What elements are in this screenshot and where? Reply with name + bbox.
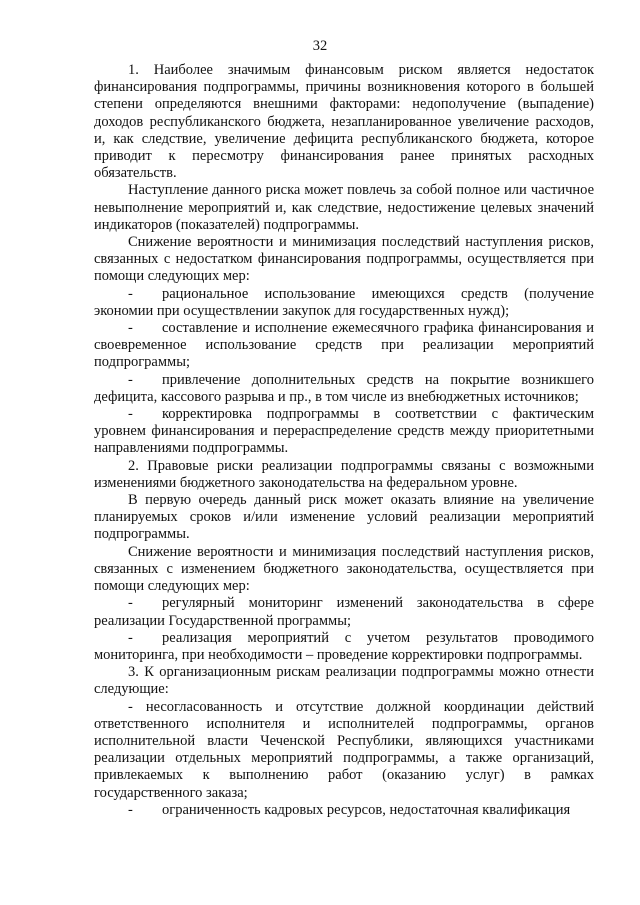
list-item-text: рациональное использование имеющихся средств (получение экономии при осуществлении закупок для государственных нужд); <box>94 285 594 319</box>
list-item-text: ограниченность кадровых ресурсов, недостаточная квалификация <box>162 801 571 818</box>
paragraph: 1. Наиболее значимым финансовым риском является недостаток финансирования подпрограммы, причины возникновения которого в большей степени определяются внешними факторами: недополучение (выпадение) доходов республиканского бюджета, незапланированное увеличение расходов, и, как следствие, увеличение дефицита республиканского бюджета, которое приводит к пересмотру финансирования ранее принятых расходных обязательств. <box>94 62 594 182</box>
paragraph: Снижение вероятности и минимизация последствий наступления рисков, связанных с изменением бюджетного законодательства, осуществляется при помощи следующих мер: <box>94 543 594 595</box>
list-dash: - <box>128 320 133 337</box>
list-dash: - <box>128 595 133 612</box>
paragraph: - несогласованность и отсутствие должной координации действий ответственного исполнителя и исполнителей подпрограммы, органов исполнительной власти Чеченской Республики, являющихся участниками реализации отдельных мероприятий подпрограммы, а также организаций, привлекаемых к выполнению работ (оказанию услуг) в рамках государственного заказа; <box>94 698 594 801</box>
list-item-text: корректировка подпрограммы в соответствии с фактическим уровнем финансирования и перераспределение средств между приоритетными направлениями подпрограммы. <box>94 406 594 457</box>
list-item-text: реализация мероприятий с учетом результатов проводимого мониторинга, при необходимости – проведение корректировки подпрограммы. <box>94 629 594 663</box>
list-item-text: регулярный мониторинг изменений законодательства в сфере реализации Государственной программы; <box>94 595 594 629</box>
list-dash: - <box>128 371 133 388</box>
list-dash: - <box>128 285 133 302</box>
paragraph: В первую очередь данный риск может оказать влияние на увеличение планируемых сроков и/или изменение условий реализации мероприятий подпрограммы. <box>94 492 594 543</box>
paragraph: 2. Правовые риски реализации подпрограммы связаны с возможными изменениями бюджетного законодательства на федеральном уровне. <box>94 457 594 491</box>
page-number: 32 <box>312 38 328 54</box>
list-item <box>94 406 594 458</box>
list-dash: - <box>128 629 133 646</box>
paragraph: 3. К организационным рискам реализации подпрограммы можно отнести следующие: <box>94 664 594 698</box>
list-dash: - <box>128 801 133 818</box>
list-item <box>94 802 594 819</box>
list-item <box>94 286 594 320</box>
list-item <box>94 320 594 372</box>
list-item-text: составление и исполнение ежемесячного графика финансирования и своевременное использование средств при реализации мероприятий подпрограммы; <box>94 320 594 371</box>
list-item <box>94 630 594 664</box>
list-item-text: привлечение дополнительных средств на покрытие возникшего дефицита, кассового разрыва и пр., в том числе из внебюджетных источников; <box>94 371 594 405</box>
paragraph: Наступление данного риска может повлечь за собой полное или частичное невыполнение мероприятий и, как следствие, недостижение целевых значений индикаторов (показателей) подпрограммы. <box>94 182 594 233</box>
list-item <box>94 595 594 629</box>
list-dash: - <box>128 406 133 423</box>
list-item <box>94 372 594 406</box>
paragraph: Снижение вероятности и минимизация последствий наступления рисков, связанных с недостатком финансирования подпрограммы, осуществляется при помощи следующих мер: <box>94 234 594 285</box>
page-content <box>94 62 594 819</box>
